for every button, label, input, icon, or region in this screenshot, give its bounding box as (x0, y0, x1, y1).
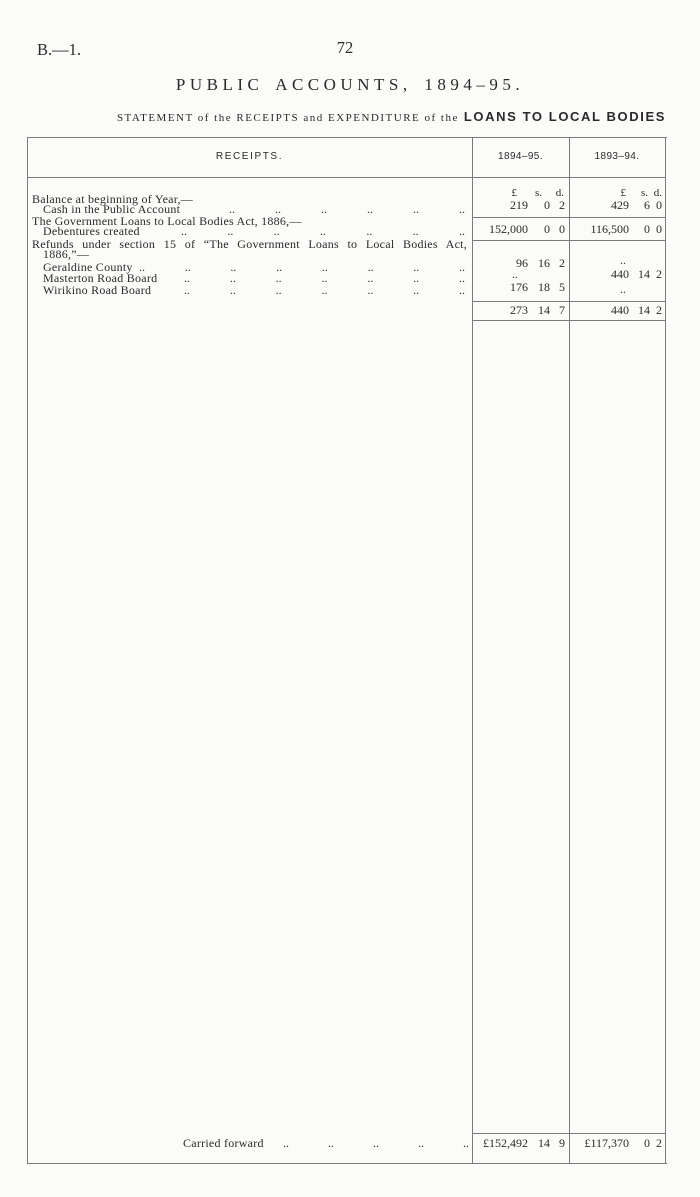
subtotal-pence-1894-95: 7 (559, 303, 565, 317)
amount-pounds-1893-94: 116,500 (590, 222, 629, 236)
nil-marker-1893-94: .. (620, 253, 626, 267)
unit-pounds: £ (511, 187, 517, 199)
amount-shillings-1894-95: 0 (544, 198, 550, 212)
amount-pounds-1894-95: 176 (510, 280, 528, 294)
amount-shillings-1894-95: 16 (538, 256, 550, 270)
amount-rule (472, 240, 665, 241)
row-label-geraldine-county: Geraldine County (43, 260, 133, 274)
row-label-cash: Cash in the Public Account (43, 202, 181, 216)
page-title: PUBLIC ACCOUNTS, 1894–95. (175, 75, 525, 94)
amount-shillings-1894-95: 18 (538, 280, 550, 294)
page-number: 72 (336, 38, 354, 57)
table-right-border (665, 137, 666, 1163)
subtotal-shillings-1893-94: 14 (638, 303, 650, 317)
amount-pounds-1894-95: 152,000 (489, 222, 528, 236)
section-heading-refunds: Refunds under section 15 of “The Government Loans to Local Bodies Act, (32, 237, 467, 251)
amount-shillings-1893-94: 6 (644, 198, 650, 212)
section-heading-loans-act: The Government Loans to Local Bodies Act, 1886,— (32, 214, 302, 228)
carried-forward-shillings-1893-94: 0 (644, 1136, 650, 1150)
amount-pence-1893-94: 0 (656, 222, 662, 236)
leader-dots: .. .. .. .. .. (283, 1136, 469, 1150)
column-header-1894-95: 1894–95. (498, 151, 543, 162)
amount-shillings-1894-95: 0 (544, 222, 550, 236)
unit-pence: d. (555, 187, 564, 199)
subtotal-pounds-1893-94: 440 (611, 303, 629, 317)
subtitle-lead: STATEMENT of the RECEIPTS and EXPENDITURE of the (116, 112, 459, 124)
column-header-receipts: RECEIPTS. (215, 151, 284, 162)
table-bottom-border (27, 1163, 667, 1164)
amount-shillings-1893-94: 14 (638, 267, 650, 281)
amount-pounds-1893-94: 429 (611, 198, 629, 212)
amount-pounds-1893-94: 440 (611, 267, 629, 281)
table-top-border (27, 137, 667, 138)
amount-pounds-1894-95: 219 (510, 198, 528, 212)
amount-rule (472, 320, 665, 321)
leader-dots: .. .. .. .. .. .. .. (184, 271, 465, 285)
amount-pence-1894-95: 5 (559, 280, 565, 294)
subtitle-emphasis: LOANS TO LOCAL BODIES (463, 109, 666, 124)
row-label-wirikino-road-board: Wirikino Road Board (43, 283, 152, 297)
subtotal-pence-1893-94: 2 (656, 303, 662, 317)
unit-pence: d. (653, 187, 662, 199)
amount-pence-1894-95: 2 (559, 198, 565, 212)
amount-rule (472, 301, 665, 302)
amount-rule (472, 1133, 665, 1134)
leader-dots: .. .. .. .. .. .. .. .. (139, 260, 465, 274)
row-label-debentures: Debentures created (43, 224, 140, 238)
subtotal-pounds-1894-95: 273 (510, 303, 528, 317)
subtotal-shillings-1894-95: 14 (538, 303, 550, 317)
amount-pence-1893-94: 2 (656, 267, 662, 281)
amount-rule (472, 217, 665, 218)
amount-pounds-1894-95: 96 (516, 256, 528, 270)
section-reference: B.—1. (37, 40, 82, 59)
section-heading-balance: Balance at beginning of Year,— (32, 192, 193, 206)
carried-forward-shillings-1894-95: 14 (538, 1136, 550, 1150)
nil-marker-1894-95: .. (512, 267, 518, 281)
amount-pence-1894-95: 0 (559, 222, 565, 236)
carried-forward-pence-1893-94: 2 (656, 1136, 662, 1150)
amount-pence-1894-95: 2 (559, 256, 565, 270)
section-heading-refunds-cont: 1886,”— (43, 247, 90, 261)
leader-dots: .. .. .. .. .. .. .. (181, 224, 465, 238)
carried-forward-label: Carried forward (183, 1136, 264, 1150)
unit-shillings: s. (534, 187, 542, 199)
table-left-border (27, 137, 28, 1163)
statement-subtitle (117, 110, 666, 125)
amount-pence-1893-94: 0 (656, 198, 662, 212)
unit-shillings: s. (640, 187, 648, 199)
carried-forward-pounds-1893-94: £117,370 (584, 1136, 629, 1150)
carried-forward-pence-1894-95: 9 (559, 1136, 565, 1150)
leader-dots: .. .. .. .. .. .. (229, 202, 465, 216)
column-header-1893-94: 1893–94. (594, 151, 640, 162)
leader-dots: .. .. .. .. .. .. .. (184, 283, 465, 297)
carried-forward-pounds-1894-95: £152,492 (483, 1136, 528, 1150)
unit-pounds: £ (620, 187, 626, 199)
row-label-masterton-road-board: Masterton Road Board (43, 271, 158, 285)
amount-shillings-1893-94: 0 (644, 222, 650, 236)
nil-marker-1893-94: .. (620, 282, 626, 296)
